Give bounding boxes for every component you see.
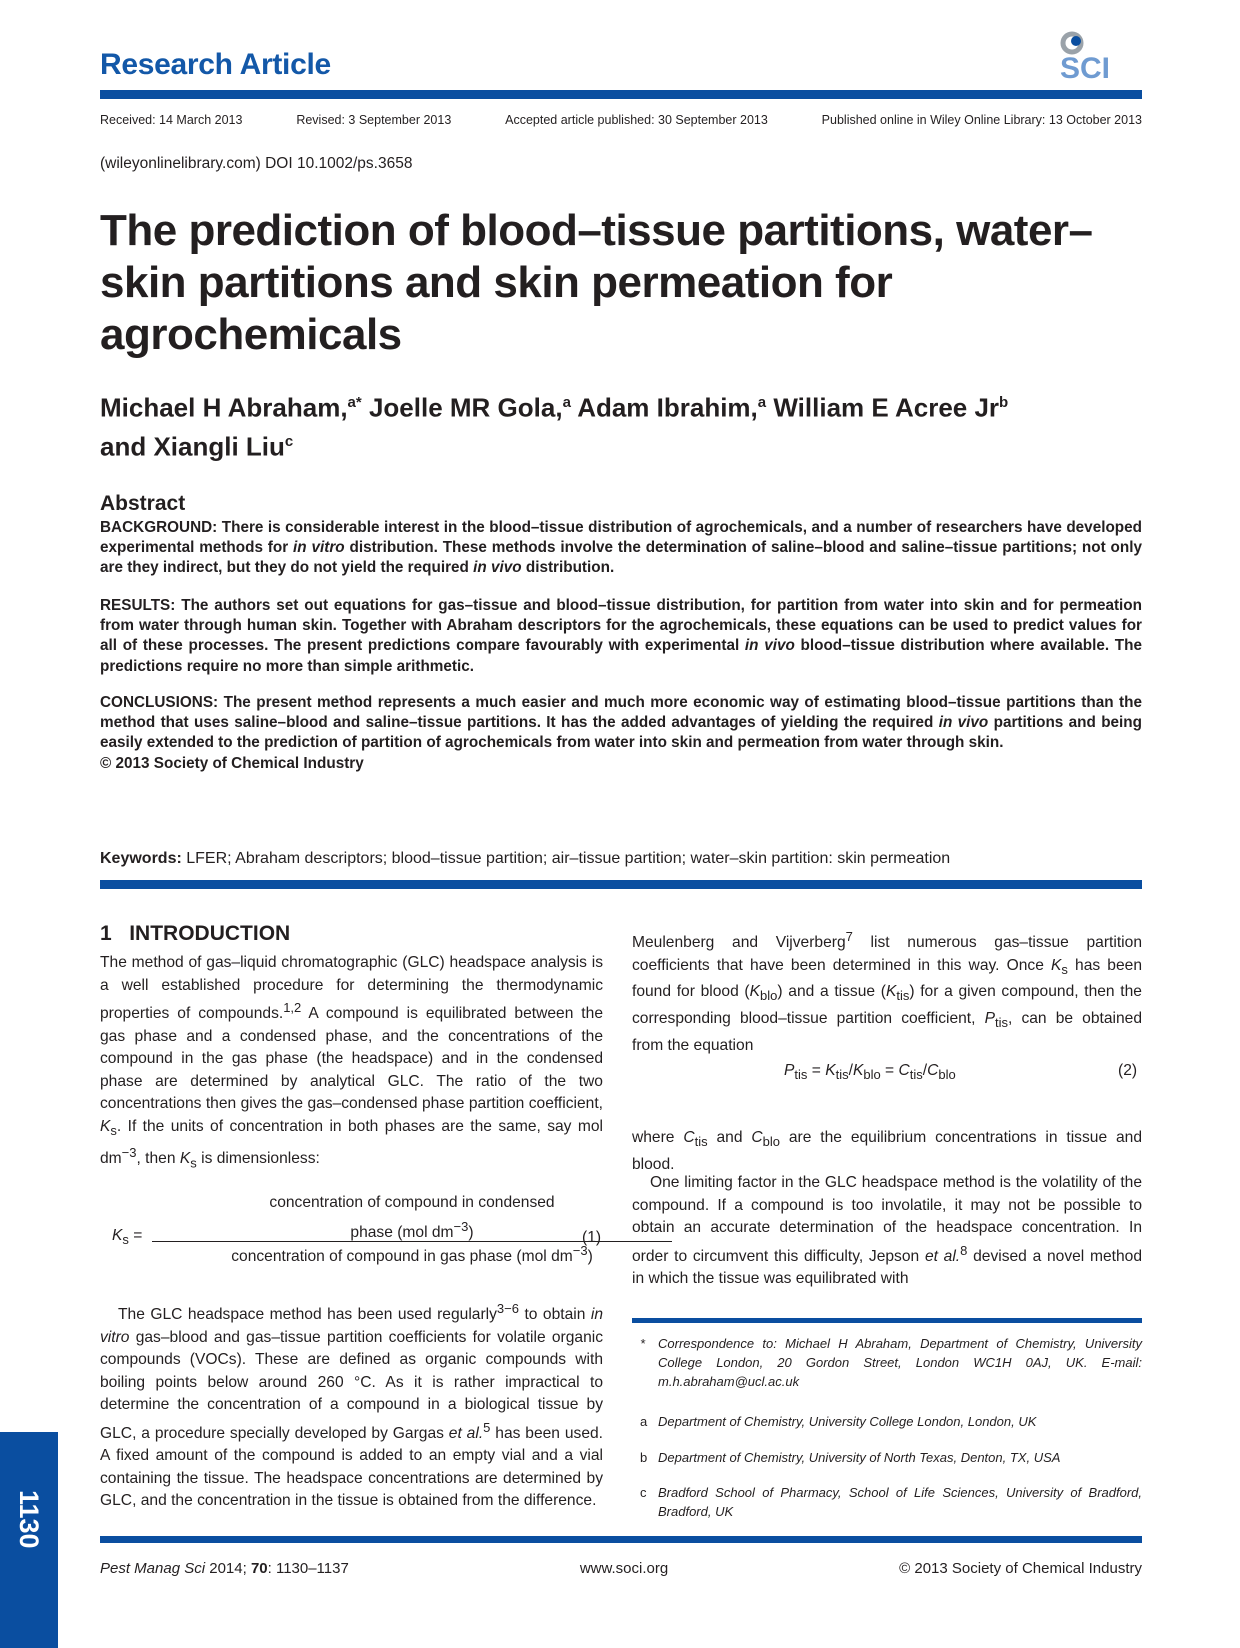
citation: 8 [960, 1242, 968, 1258]
text: concentration of compound in condensed [269, 1194, 555, 1211]
doi: (wileyonlinelibrary.com) DOI 10.1002/ps.3658 [100, 155, 413, 172]
text: and [707, 1129, 752, 1146]
correspondence-mark: * [355, 394, 362, 411]
equation-1: $K_s$ = concentration of compound in condensed phase (mol $dm^{-3}$) concentration of compound in gas phase (mol $dm^{-3}$) (1) [100, 1191, 603, 1267]
text: in vitro [293, 539, 345, 557]
received-date: Received: 14 March 2013 [100, 113, 243, 127]
text: A compound is equilibrated between the gas phase and a condensed phase, and the concentrations of the compound in the gas phase (the headspace) and in the condensed phase are determined by analytical GLC. The ratio of the two concentrations then gives the gas–condensed phase partition coefficient, [100, 1005, 603, 1113]
pages: : 1130–1137 [267, 1560, 349, 1577]
intro-paragraph-5 [632, 1172, 1142, 1291]
journal-citation [100, 1560, 349, 1577]
affiliation-a: Department of Chemistry, University College London, London, UK [658, 1414, 1037, 1429]
section-label: Research Article [100, 48, 331, 81]
intro-paragraph-3: Meulenberg and Vijverberg$^7$ list numerous gas–tissue partition coefficients that have been determined in this way. Once $K_s$ has been found for blood $(K_{blo})$ and a tissue $(K_{tis})$ for a given compound, then the corresponding blood–tissue partition coefficient, $P_{tis}$, can be obtained from the equation [632, 929, 1142, 1054]
affiliation-c: Bradford School of Pharmacy, School of Life Sciences, University of Bradford, Bradford, UK [658, 1485, 1142, 1519]
eq1-denominator: concentration of compound in gas phase (mol $dm^{-3}$) [231, 1243, 593, 1266]
text: Meulenberg and Vijverberg [632, 934, 846, 952]
article-dates [100, 113, 1142, 127]
journal-website[interactable]: www.soci.org [579, 1560, 669, 1577]
author-list [100, 386, 1140, 463]
footnote-rule [632, 1318, 1142, 1323]
logo-text: SCI [1060, 52, 1111, 85]
text: distribution. [521, 559, 615, 577]
text: in vivo [473, 559, 522, 577]
text: devised a novel method in which the tissue was equilibrated with [632, 1247, 1142, 1288]
author-name: Adam Ibrahim, [577, 392, 758, 423]
footnote-mark: c [640, 1485, 647, 1500]
page-number: 1130 [14, 1490, 44, 1549]
citation: 7 [845, 929, 853, 944]
citation: 5 [483, 1419, 491, 1435]
citation: 1,2 [283, 1000, 302, 1015]
footnote-mark: a [640, 1414, 648, 1429]
text: gas–blood and gas–tissue partition coefficients for volatile organic compounds (VOCs). These are defined as organic compounds with boiling points below around 260 °C. As it is rather impractical to determine the concentration of a compound in a biological tissue by GLC, a procedure specially developed by Gargas [100, 1328, 603, 1442]
text: ) for a given compound, then the corresponding blood–tissue partition coefficient, [632, 983, 1142, 1027]
text: 2014; [205, 1560, 251, 1577]
author-name: Joelle MR Gola, [368, 392, 563, 423]
text: The GLC headspace method has been used regularly [118, 1306, 497, 1324]
abstract-rule [100, 880, 1142, 889]
journal-name: Pest Manag Sci [100, 1560, 206, 1577]
conclusions-label: CONCLUSIONS: [100, 694, 219, 711]
text: The present method represents a much easier and much more economic way of estimating blood–tissue partitions than the method that uses saline–blood and saline–tissue partitions. It has the added advantages of yielding the required [100, 694, 1142, 732]
text: The method of gas–liquid chromatographic (GLC) headspace analysis is a well established procedure for determining the thermodynamic properties of compounds. [100, 954, 603, 1023]
author-affiliation: a [347, 394, 356, 411]
text: in vivo [938, 714, 989, 732]
text: in vivo [744, 637, 795, 655]
abstract-conclusions [100, 693, 1142, 774]
page-footer [100, 1560, 1142, 1577]
text: One limiting factor in the GLC headspace method is the volatility of the compound. If a compound is too involatile, it may not be possible to obtain an accurate determination of the headspace concentration. In order to circumvent this difficulty, Jepson [632, 1174, 1142, 1265]
author-affiliation: a [757, 394, 767, 411]
text: distribution. These methods involve the determination of saline–blood and saline–tissue partitions; not only are they indirect, but they do not yield the required [100, 539, 1142, 577]
text: is dimensionless: [196, 1150, 320, 1168]
citation: 3−6 [496, 1301, 519, 1316]
text: , can be obtained from the equation [632, 1009, 1142, 1054]
abstract-heading: Abstract [100, 492, 186, 515]
text: are the equilibrium concentrations in tissue and blood. [632, 1129, 1142, 1173]
volume: 70 [250, 1560, 268, 1577]
abstract-background [100, 518, 1142, 579]
author-name: Michael H Abraham, [100, 392, 348, 423]
text: ) and a tissue ( [777, 983, 886, 1001]
results-label: RESULTS: [100, 597, 176, 614]
keywords-label: Keywords: [100, 850, 182, 867]
affiliation-b: Department of Chemistry, University of North Texas, Denton, TX, USA [658, 1450, 1061, 1465]
section-heading [100, 922, 290, 946]
header-rule [100, 90, 1142, 99]
author-name: and Xiangli Liu [100, 431, 285, 462]
text: has been found for blood ( [632, 956, 1142, 1001]
author-affiliation: b [999, 394, 1009, 411]
section-number: 1 [100, 922, 112, 945]
text: concentration of compound in gas phase (mol dm [231, 1248, 573, 1266]
text: in vitro [100, 1306, 603, 1346]
background-label: BACKGROUND: [100, 519, 218, 536]
text: has been used. A fixed amount of the compound is added to an empty vial and a vial containing the tissue. The headspace concentrations are determined by GLC, and the concentration in the tissue is obtained from the difference. [100, 1424, 603, 1510]
text: . If the units of concentration in both phases are the same, say mol dm [100, 1117, 603, 1168]
text: The authors set out equations for gas–tissue and blood–tissue distribution, for partition from water into skin and for permeation from water through human skin. Together with Abraham descriptors for the agrochemicals, these equations can be used to predict values for all of these processes. The present predictions compare favourably with experimental [100, 597, 1142, 655]
author-affiliation: c [284, 432, 294, 450]
abstract-results [100, 596, 1142, 677]
revised-date: Revised: 3 September 2013 [296, 113, 452, 127]
footer-rule [100, 1536, 1142, 1543]
footnote-mark: b [640, 1450, 648, 1465]
text: partitions and being easily extended to the prediction of partition of agrochemicals from water into skin and permeation from water through skin. [100, 714, 1142, 752]
author-affiliation: a [562, 394, 571, 411]
text: list numerous gas–tissue partition coefficients that have been determined in this way. Once [632, 934, 1142, 974]
text: blood–tissue distribution where available. The predictions require no more than simple arithmetic. [100, 637, 1143, 675]
sci-logo [1052, 26, 1142, 86]
equation-number: (2) [1118, 1062, 1138, 1079]
text: phase (mol dm [350, 1224, 454, 1242]
intro-paragraph-4: where $C_{tis}$ and $C_{blo}$ are the equilibrium concentrations in tissue and blood. [632, 1129, 1142, 1173]
author-name: William E Acree Jr [773, 392, 1000, 423]
text: where [632, 1129, 684, 1146]
accepted-date: Accepted article published: 30 September 2013 [505, 113, 768, 127]
text: et al. [924, 1247, 961, 1265]
correspondence-footnote: Correspondence to: Michael H Abraham, Department of Chemistry, University College London, 20 Gordon Street, London WC1H 0AJ, UK. E-mail: m.h.abraham@ucl.ac.uk [658, 1336, 1142, 1389]
keywords-text: LFER; Abraham descriptors; blood–tissue partition; air–tissue partition; water–skin partition: skin permeation [181, 850, 951, 867]
text: et al. [448, 1424, 484, 1442]
section-title: INTRODUCTION [129, 922, 291, 945]
footer-copyright: © 2013 Society of Chemical Industry [899, 1560, 1142, 1577]
intro-paragraph-1: The method of gas–liquid chromatographic (GLC) headspace analysis is a well established procedure for determining the thermodynamic properties of compounds.$^{1,2}$ A compound is equilibrated between the gas phase and a condensed phase, and the concentrations of the compound in the gas phase (the headspace) and in the condensed phase are determined by analytical GLC. The ratio of the two concentrations then gives the gas–condensed phase partition coefficient, $K_s$. If the units of concentration in both phases are the same, say mol $dm^{-3}$, then $K_s$ is dimensionless: [100, 954, 603, 1171]
online-date: Published online in Wiley Online Library: 13 October 2013 [821, 113, 1142, 127]
text: There is considerable interest in the blood–tissue distribution of agrochemicals, and a number of researchers have developed experimental methods for [100, 519, 1142, 557]
text: , then [136, 1150, 180, 1168]
equation-number: (1) [582, 1229, 602, 1246]
abstract-copyright: © 2013 Society of Chemical Industry [100, 754, 364, 772]
keywords [100, 850, 950, 868]
intro-paragraph-2 [100, 1298, 603, 1513]
footnote-mark: * [640, 1336, 646, 1351]
article-title: The prediction of blood–tissue partitions, water–skin partitions and skin permeation for agrochemicals [100, 206, 1093, 359]
eq1-numerator: concentration of compound in condensed phase (mol $dm^{-3}$) [269, 1194, 555, 1242]
text: to obtain [518, 1306, 591, 1324]
